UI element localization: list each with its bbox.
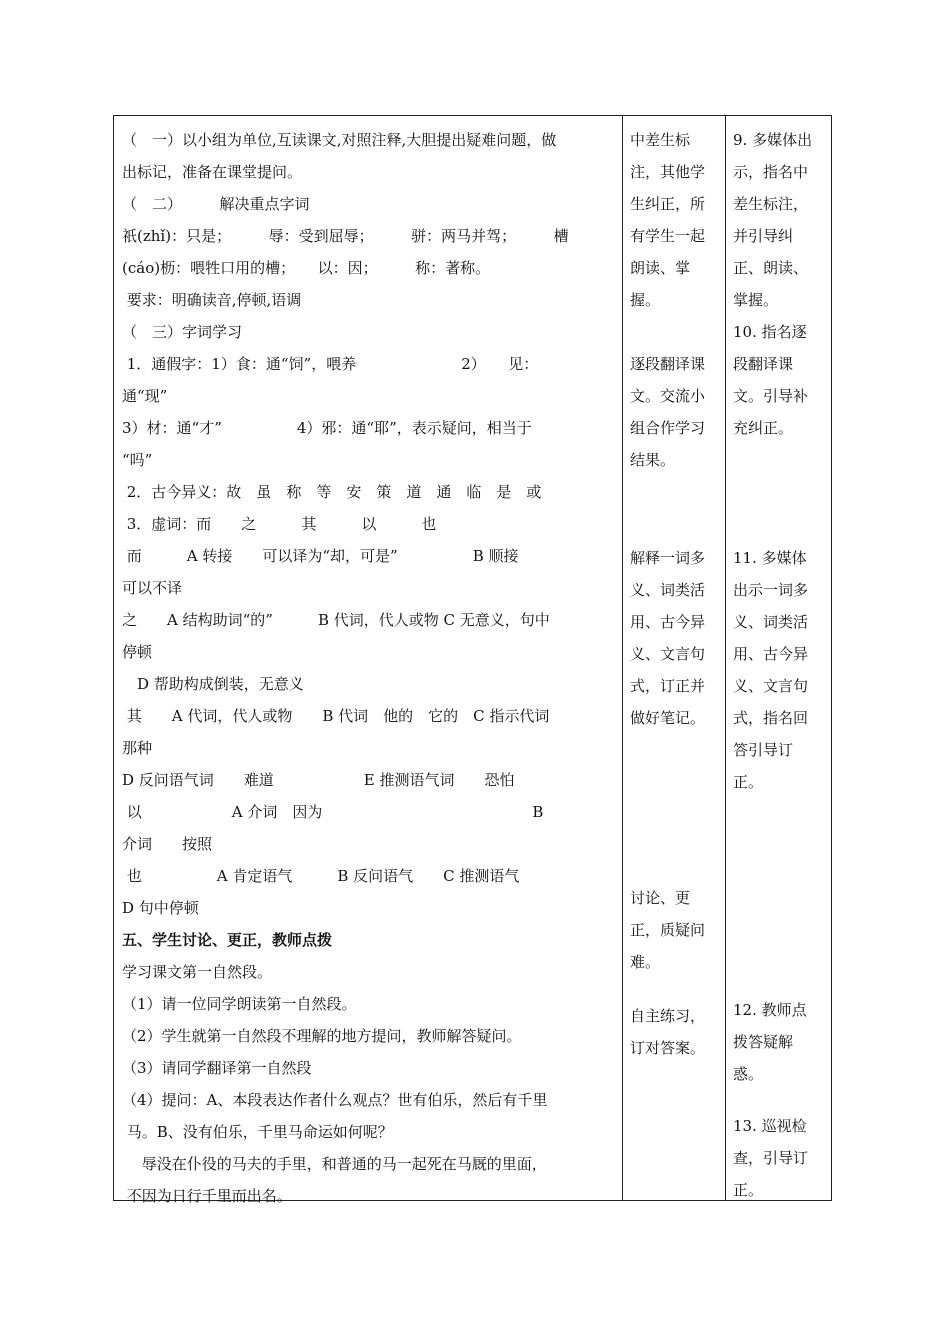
student-line: 式，订正并 <box>630 677 706 695</box>
teacher-line: 查，引导订 <box>733 1149 809 1167</box>
student-line: 解释一词多 <box>630 549 706 567</box>
teacher-line: 段翻译课 <box>733 355 794 373</box>
student-line: 注，其他学 <box>630 163 706 181</box>
student-line: 文。交流小 <box>630 387 706 405</box>
content-line: 介词 按照 <box>122 835 213 853</box>
teacher-line: 用、古今异 <box>733 645 809 663</box>
content-line: （1）请一位同学朗读第一自然段。 <box>122 995 357 1013</box>
student-line: 讨论、更 <box>630 889 691 907</box>
teacher-line: 10. 指名逐 <box>733 323 807 341</box>
content-line: “吗” <box>122 451 153 469</box>
student-line: 正，质疑问 <box>630 921 706 939</box>
column-divider <box>725 116 726 1200</box>
content-line: （ 二） 解决重点字词 <box>122 195 310 213</box>
content-line: 马。B、没有伯乐，千里马命运如何呢？ <box>122 1123 393 1141</box>
teacher-line: 答引导订 <box>733 741 794 759</box>
lesson-plan-table <box>113 115 832 1205</box>
content-line: 祇(zhǐ)：只是； 辱：受到屈辱； 骈：两马并驾； 槽 <box>122 227 569 245</box>
column-divider <box>622 116 623 1200</box>
content-line: 以 A 介词 因为 B <box>122 803 544 821</box>
content-line: 停顿 <box>122 643 153 661</box>
student-line: 握。 <box>630 291 661 309</box>
content-line: 出标记，准备在课堂提问。 <box>122 163 303 181</box>
teacher-activity-block <box>733 994 823 1090</box>
student-line: 难。 <box>630 953 661 971</box>
content-line: 学习课文第一自然段。 <box>122 963 273 981</box>
content-line: 要求：明确读音,停顿,语调 <box>122 291 302 309</box>
content-line: （2）学生就第一自然段不理解的地方提问，教师解答疑问。 <box>122 1027 522 1045</box>
teacher-line: 并引导纠 <box>733 227 794 245</box>
content-line: D 反问语气词 难道 E 推测语气词 恐怕 <box>122 771 515 789</box>
student-activity-block <box>630 348 720 476</box>
student-line: 订对答案。 <box>630 1039 706 1057</box>
content-line: D 句中停顿 <box>122 899 199 917</box>
teacher-line: 义、文言句 <box>733 677 809 695</box>
content-line: 2．古今异义：故 虽 称 等 安 策 道 通 临 是 或 <box>122 483 542 501</box>
teacher-line: 拨答疑解 <box>733 1033 794 1051</box>
student-line: 朗读、掌 <box>630 259 691 277</box>
content-line: （ 三）字词学习 <box>122 323 243 341</box>
content-line: （3）请同学翻译第一自然段 <box>122 1059 312 1077</box>
content-line: 1．通假字：1）食：通“饲”，喂养 2） 见： <box>122 355 539 373</box>
teacher-line: 文。引导补 <box>733 387 809 405</box>
teacher-activity-block <box>733 542 823 798</box>
student-activity-block <box>630 542 720 734</box>
teacher-line: 充纠正。 <box>733 419 794 437</box>
student-line: 结果。 <box>630 451 676 469</box>
teacher-line: 义、词类活 <box>733 613 809 631</box>
student-activity-block <box>630 882 720 978</box>
teacher-line: 正、朗读、 <box>733 259 809 277</box>
student-line: 用、古今异 <box>630 613 706 631</box>
content-line: 辱没在仆役的马夫的手里，和普通的马一起死在马厩的里面， <box>122 1155 547 1173</box>
student-line: 做好笔记。 <box>630 709 706 727</box>
student-activity-block <box>630 124 720 316</box>
teaching-content-column <box>122 124 614 1212</box>
content-line: （ 一）以小组为单位,互读课文,对照注释,大胆提出疑难问题，做 <box>122 131 557 149</box>
content-line: (cáo)枥：喂牲口用的槽； 以：因； 称：著称。 <box>122 259 491 277</box>
teacher-line: 9. 多媒体出 <box>733 131 813 149</box>
student-activity-block <box>630 1000 720 1064</box>
student-line: 义、词类活 <box>630 581 706 599</box>
teacher-line: 掌握。 <box>733 291 779 309</box>
student-line: 组合作学习 <box>630 419 706 437</box>
teacher-line: 惑。 <box>733 1065 764 1083</box>
content-line: 通“现” <box>122 387 168 405</box>
content-line: 其 A 代词，代人或物 B 代词 他的 它的 C 指示代词 <box>122 707 550 725</box>
teacher-line: 出示一词多 <box>733 581 809 599</box>
teacher-line: 正。 <box>733 1181 764 1199</box>
teacher-line: 正。 <box>733 773 764 791</box>
content-line: 之 A 结构助词“的” B 代词，代人或物 C 无意义，句中 <box>122 611 550 629</box>
student-line: 义、文言句 <box>630 645 706 663</box>
student-activity-column <box>630 124 720 1194</box>
teacher-line: 差生标注， <box>733 195 809 213</box>
teacher-line: 13. 巡视检 <box>733 1117 807 1135</box>
content-line: （4）提问：A、本段表达作者什么观点？世有伯乐，然后有千里 <box>122 1091 548 1109</box>
teacher-line: 示，指名中 <box>733 163 809 181</box>
section-heading: 五、学生讨论、更正，教师点拨 <box>122 931 333 949</box>
teacher-activity-block <box>733 1110 823 1206</box>
content-line: 而 A 转接 可以译为“却，可是” B 顺接 <box>122 547 519 565</box>
content-line: D 帮助构成倒装，无意义 <box>122 675 304 693</box>
content-line: 那种 <box>122 739 153 757</box>
content-line: 也 A 肯定语气 B 反问语气 C 推测语气 <box>122 867 520 885</box>
content-line: 3．虚词：而 之 其 以 也 <box>122 515 437 533</box>
student-line: 有学生一起 <box>630 227 706 245</box>
content-line: 3）材：通“才” 4）邪：通“耶”，表示疑问，相当于 <box>122 419 532 437</box>
teacher-line: 11. 多媒体 <box>733 549 807 567</box>
teacher-activity-block <box>733 124 823 444</box>
teacher-line: 12. 教师点 <box>733 1001 807 1019</box>
student-line: 自主练习， <box>630 1007 706 1025</box>
teacher-line: 式，指名回 <box>733 709 809 727</box>
student-line: 中差生标 <box>630 131 691 149</box>
content-line: 不因为日行千里而出名。 <box>122 1187 292 1205</box>
student-line: 逐段翻译课 <box>630 355 706 373</box>
student-line: 生纠正，所 <box>630 195 706 213</box>
teacher-activity-column <box>733 124 823 1199</box>
content-line: 可以不译 <box>122 579 183 597</box>
